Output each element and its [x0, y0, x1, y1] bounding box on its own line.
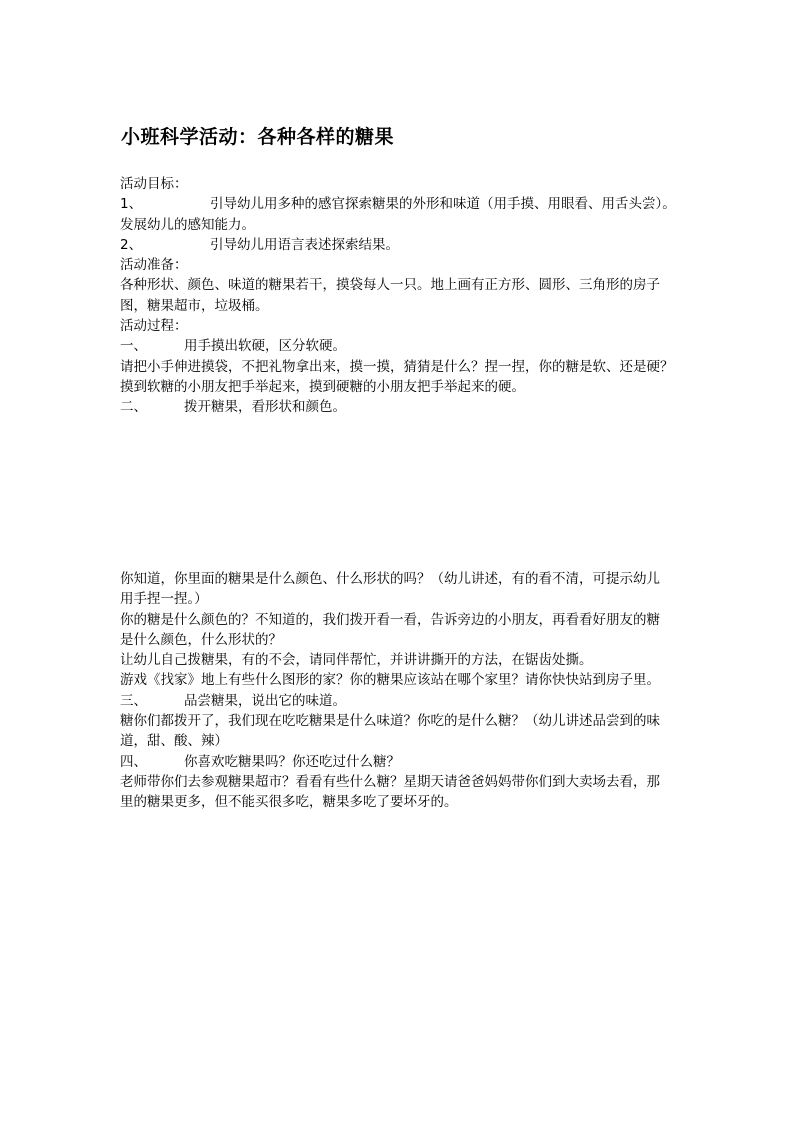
step-2-title: 拨开糖果，看形状和颜色。	[184, 399, 346, 416]
document-title: 小班科学活动：各种各样的糖果	[121, 126, 395, 148]
goal-item-2-text: 引导幼儿用语言表述探索结果。	[210, 236, 399, 253]
step-3-line-2: 道，甜、酸、辣）	[120, 733, 228, 750]
step-4	[120, 752, 676, 772]
content-bottom	[120, 569, 676, 813]
step-1	[120, 336, 676, 356]
goal-item-1-text: 引导幼儿用多种的感官探索糖果的外形和味道（用手摸、用眼看、用舌头尝）。	[210, 196, 676, 213]
step-3-line-1: 糖你们都拨开了，我们现在吃吃糖果是什么味道？你吃的是什么糖？（幼儿讲述品尝到的味	[120, 713, 660, 730]
content-top	[120, 174, 676, 418]
goal-item-1	[120, 194, 676, 214]
prep-line-1: 各种形状、颜色、味道的糖果若干，摸袋每人一只。地上画有正方形、圆形、三角形的房子	[120, 277, 660, 294]
goal-item-2	[120, 235, 676, 255]
step-4-title: 你喜欢吃糖果吗？你还吃过什么糖？	[184, 753, 400, 770]
step-1-number: 一、	[120, 338, 147, 355]
step-2-line-3: 你的糖是什么颜色的？不知道的，我们拨开看一看，告诉旁边的小朋友，再看看好朋友的糖	[120, 611, 660, 628]
goals-heading: 活动目标：	[120, 176, 188, 192]
step-4-line-1: 老师带你们去参观糖果超市？看看有些什么糖？星期天请爸爸妈妈带你们到大卖场去看，那	[120, 773, 660, 790]
step-4-line-2: 里的糖果更多，但不能买很多吃，糖果多吃了要坏牙的。	[120, 794, 458, 811]
step-2-line-1: 你知道，你里面的糖果是什么颜色、什么形状的吗？（幼儿讲述，有的看不清，可提示幼儿	[120, 571, 660, 587]
goal-item-2-number: 2、	[120, 236, 143, 253]
step-2-line-6: 游戏《找家》地上有些什么图形的家？你的糖果应该站在哪个家里？请你快快站到房子里。	[120, 672, 660, 689]
step-4-number: 四、	[120, 753, 147, 770]
prep-heading: 活动准备：	[120, 257, 188, 274]
step-1-title: 用手摸出软硬，区分软硬。	[184, 338, 346, 355]
goal-item-1-continuation: 发展幼儿的感知能力。	[120, 216, 255, 233]
step-2-line-5: 让幼儿自己拨糖果，有的不会，请同伴帮忙，并讲讲撕开的方法，在锯齿处撕。	[120, 652, 593, 669]
goal-item-1-number: 1、	[120, 196, 143, 213]
step-3-title: 品尝糖果，说出它的味道。	[184, 692, 346, 709]
step-3-number: 三、	[120, 692, 147, 709]
step-2-line-2: 用手捏一捏。）	[120, 591, 208, 608]
step-2-number: 二、	[120, 399, 147, 416]
step-2-line-4: 是什么颜色，什么形状的？	[120, 631, 282, 648]
step-1-line-1: 请把小手伸进摸袋，不把礼物拿出来，摸一摸，猜猜是什么？捏一捏，你的糖是软、还是硬？	[120, 358, 674, 375]
step-2	[120, 397, 676, 417]
step-3	[120, 691, 676, 711]
process-heading: 活动过程：	[120, 318, 188, 335]
step-1-line-2: 摸到软糖的小朋友把手举起来，摸到硬糖的小朋友把手举起来的硬。	[120, 378, 525, 395]
prep-line-2: 图，糖果超市，垃圾桶。	[120, 297, 269, 314]
